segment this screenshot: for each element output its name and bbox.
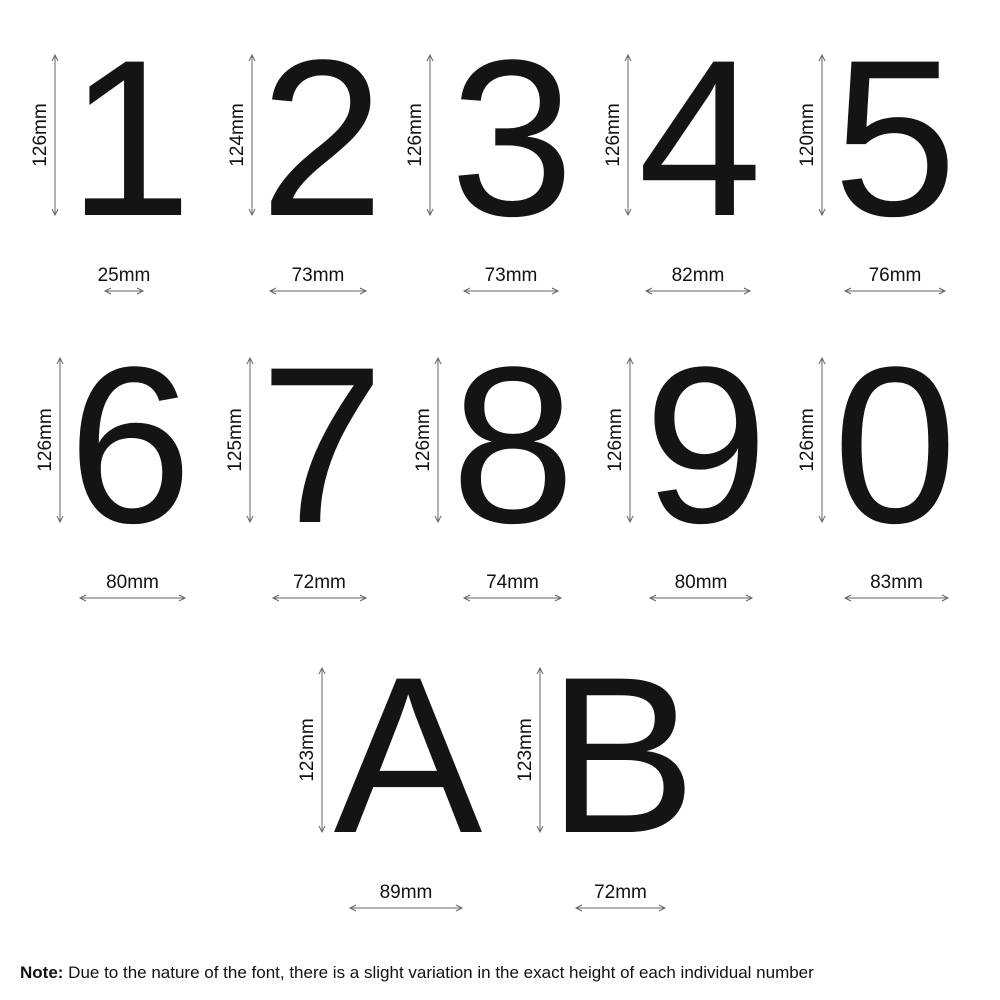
character-glyph: 2 (259, 14, 385, 263)
height-label: 126mm (413, 408, 434, 472)
character-glyph: 9 (643, 321, 769, 570)
character-item (413, 321, 575, 601)
height-label: 126mm (405, 103, 426, 167)
width-label: 72mm (293, 572, 346, 593)
character-glyph: 8 (450, 321, 576, 570)
width-label: 80mm (106, 572, 159, 593)
character-item (225, 321, 384, 601)
width-arrow (270, 288, 366, 294)
width-arrow (845, 595, 948, 601)
height-label: 126mm (605, 408, 626, 472)
character-glyph: A (333, 631, 483, 880)
width-label: 74mm (486, 572, 539, 593)
height-arrow (819, 358, 825, 522)
height-arrow (57, 358, 63, 522)
character-glyph: 7 (259, 321, 385, 570)
height-label: 124mm (227, 103, 248, 167)
width-label: 83mm (870, 572, 923, 593)
character-item (797, 321, 957, 601)
height-label: 123mm (515, 718, 536, 782)
character-item (30, 14, 192, 294)
height-arrow (52, 55, 58, 215)
height-arrow (319, 668, 325, 832)
height-label: 126mm (797, 408, 818, 472)
height-label: 120mm (797, 103, 818, 167)
width-arrow (105, 288, 143, 294)
height-arrow (249, 55, 255, 215)
character-glyph: B (547, 631, 697, 880)
width-label: 80mm (674, 572, 728, 593)
height-label: 126mm (35, 408, 56, 472)
height-arrow (537, 668, 543, 832)
width-label: 73mm (291, 265, 345, 286)
width-arrow (350, 905, 462, 911)
width-label: 89mm (379, 882, 433, 903)
height-label: 126mm (30, 103, 51, 167)
width-arrow (845, 288, 945, 294)
character-glyph: 0 (832, 321, 958, 570)
width-arrow (650, 595, 752, 601)
width-arrow (576, 905, 665, 911)
height-arrow (625, 55, 631, 215)
width-label: 73mm (484, 265, 538, 286)
character-glyph: 4 (637, 14, 763, 263)
width-arrow (646, 288, 750, 294)
width-arrow (273, 595, 366, 601)
character-item (405, 14, 574, 294)
note-label: Note: (20, 963, 64, 982)
character-item (35, 321, 192, 601)
width-arrow (80, 595, 185, 601)
note-text: Due to the nature of the font, there is a slight variation in the exact height of each individual number (63, 963, 814, 982)
height-arrow (427, 55, 433, 215)
width-label: 25mm (97, 265, 151, 286)
height-label: 126mm (603, 103, 624, 167)
height-arrow (627, 358, 633, 522)
character-glyph: 1 (67, 14, 193, 263)
width-arrow (464, 288, 558, 294)
width-label: 76mm (868, 265, 922, 286)
width-label: 72mm (594, 882, 647, 903)
width-arrow (464, 595, 561, 601)
character-glyph: 5 (832, 14, 958, 263)
character-item (605, 321, 768, 601)
height-label: 125mm (225, 408, 246, 472)
character-item (515, 631, 696, 911)
character-item (797, 14, 957, 294)
character-glyph: 6 (67, 321, 193, 570)
footnote (20, 963, 814, 983)
character-item (227, 14, 384, 294)
width-label: 82mm (671, 265, 725, 286)
character-glyph: 3 (449, 14, 575, 263)
height-label: 123mm (297, 718, 318, 782)
character-item (297, 631, 483, 911)
height-arrow (247, 358, 253, 522)
height-arrow (819, 55, 825, 215)
height-arrow (435, 358, 441, 522)
character-item (603, 14, 762, 294)
